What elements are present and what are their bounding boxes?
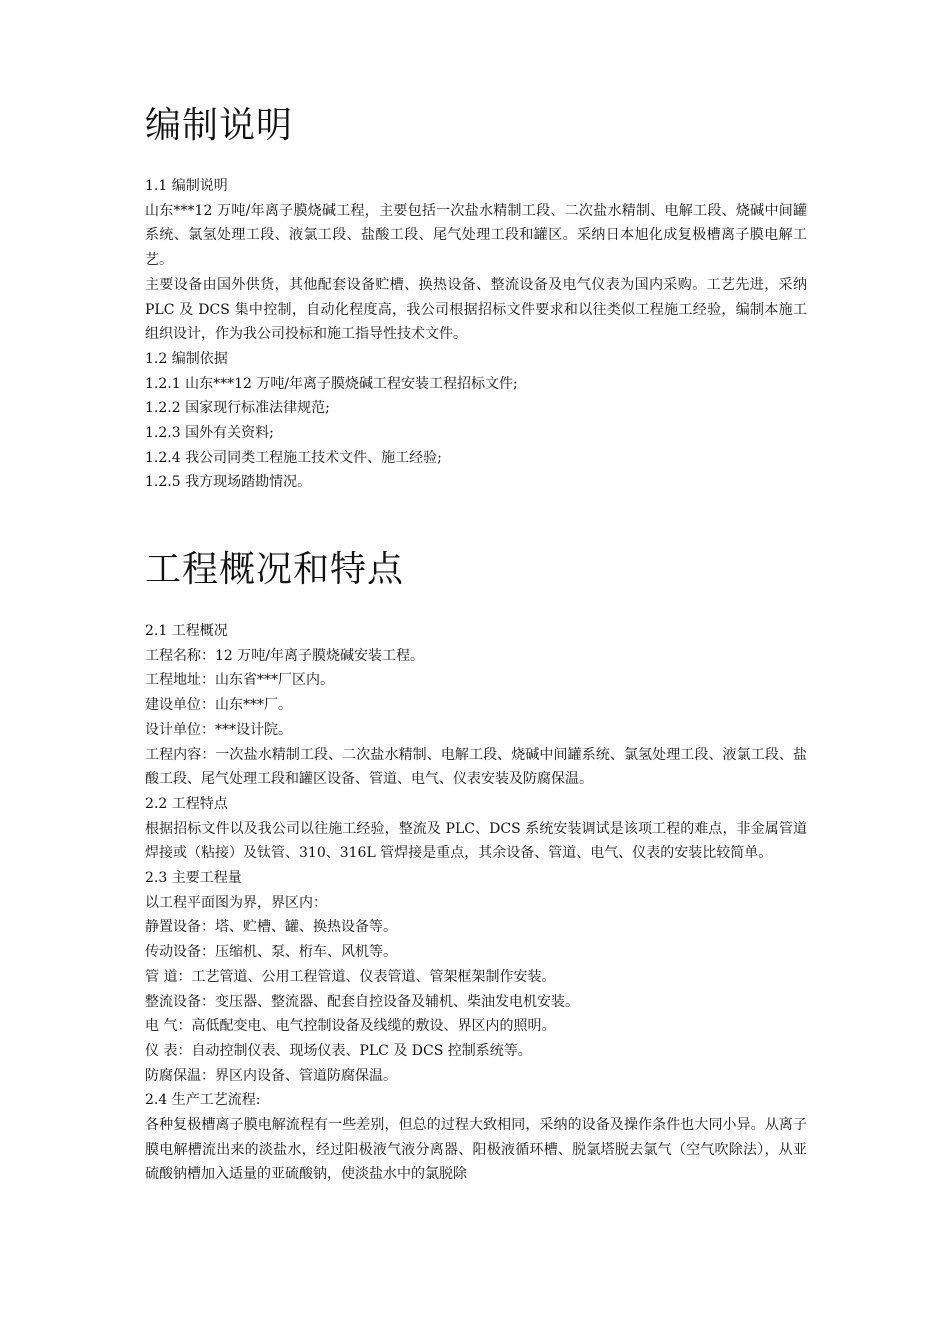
- paragraph: 2.1 工程概况: [145, 623, 228, 639]
- paragraph: 工程地址：山东省***厂区内。: [145, 672, 334, 689]
- paragraph: 各种复极槽离子膜电解流程有一些差别，但总的过程大致相同，采纳的设备及操作条件也大同小异。从离子膜电解槽流出来的淡盐水，经过阳极液气液分离器、阳极液循环槽、脱氯塔脱去氯气（空气吹除法），从亚硫酸钠槽加入适量的亚硫酸钠，使淡盐水中的氯脱除: [145, 1117, 807, 1183]
- paragraph: 工程内容：一次盐水精制工段、二次盐水精制、电解工段、烧碱中间罐系统、氯氢处理工段、液氯工段、盐酸工段、尾气处理工段和罐区设备、管道、电气、仪表安装及防腐保温。: [145, 746, 807, 788]
- paragraph: 仪 表：自动控制仪表、现场仪表、PLC 及 DCS 控制系统等。: [145, 1042, 532, 1059]
- section-body: [145, 174, 807, 495]
- paragraph: 设计单位：***设计院。: [145, 721, 292, 738]
- paragraph: 根据招标文件以及我公司以往施工经验，整流及 PLC、DCS 系统安装调试是该项工程的难点，非金属管道焊接或（粘接）及钛管、310、316L 管焊接是重点，其余设备、管道、电气、仪表的安装比较简单。: [145, 820, 807, 862]
- paragraph: 以工程平面图为界，界区内：: [145, 894, 327, 911]
- paragraph: 静置设备：塔、贮槽、罐、换热设备等。: [145, 919, 397, 936]
- paragraph: 2.4 生产工艺流程:: [145, 1092, 261, 1109]
- paragraph: 2.2 工程特点: [145, 795, 228, 812]
- section-title: 工程概况和特点: [145, 549, 405, 590]
- paragraph: 山东***12 万吨/年离子膜烧碱工程，主要包括一次盐水精制工段、二次盐水精制、电解工段、烧碱中间罐系统、氯氢处理工段、液氯工段、盐酸工段、尾气处理工段和罐区。采纳日本旭化成复极槽离子膜电解工艺。: [145, 202, 807, 269]
- paragraph: 传动设备：压缩机、泵、桁车、风机等。: [145, 944, 397, 961]
- paragraph: 1.2.3 国外有关资料;: [145, 425, 274, 442]
- paragraph: 整流设备：变压器、整流器、配套自控设备及辅机、柴油发电机安装。: [145, 993, 579, 1010]
- paragraph: 工程名称：12 万吨/年离子膜烧碱安装工程。: [145, 647, 424, 664]
- paragraph: 电 气：高低配变电、电气控制设备及线缆的敷设、界区内的照明。: [145, 1018, 556, 1035]
- paragraph: 主要设备由国外供货，其他配套设备贮槽、换热设备、整流设备及电气仪表为国内采购。工艺先进，采纳 PLC 及 DCS 集中控制，自动化程度高，我公司根据招标文件要求和以往类似工程施工经验，编制本施工组织设计，作为我公司投标和施工指导性技术文件。: [145, 276, 807, 343]
- paragraph: 1.2.1 山东***12 万吨/年离子膜烧碱工程安装工程招标文件;: [145, 375, 518, 392]
- paragraph: 1.2.5 我方现场踏勘情况。: [145, 474, 312, 491]
- paragraph: 2.3 主要工程量: [145, 870, 242, 887]
- paragraph: 防腐保温：界区内设备、管道防腐保温。: [145, 1067, 397, 1084]
- paragraph: 1.1 编制说明: [145, 178, 228, 194]
- paragraph: 1.2 编制依据: [145, 350, 228, 367]
- section-body: [145, 619, 807, 1187]
- section-title: 编制说明: [145, 105, 294, 146]
- paragraph: 建设单位：山东***厂。: [145, 697, 292, 714]
- paragraph: 管 道：工艺管道、公用工程管道、仪表管道、管架框架制作安装。: [145, 968, 556, 985]
- paragraph: 1.2.4 我公司同类工程施工技术文件、施工经验;: [145, 449, 442, 466]
- paragraph: 1.2.2 国家现行标准法律规范;: [145, 400, 330, 417]
